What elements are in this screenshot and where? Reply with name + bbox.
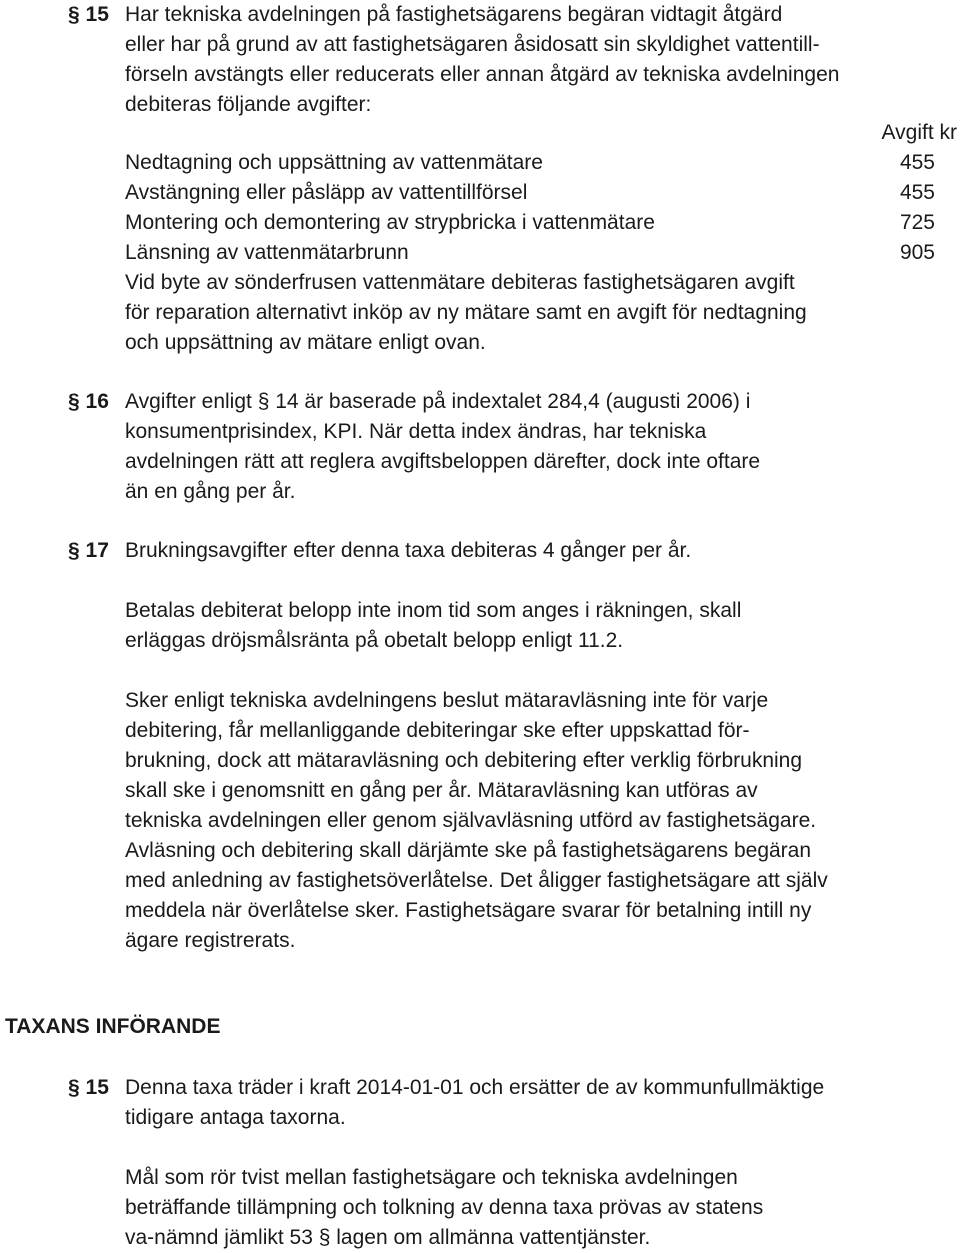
text-line: med anledning av fastighetsöverlåtelse. Det åligger fastighetsägare att själv [125, 869, 828, 892]
text-line: skall ske i genomsnitt en gång per år. Mätaravläsning kan utföras av [125, 779, 758, 802]
section-symbol: § [68, 1076, 80, 1099]
fee-amount: 455 [899, 151, 935, 174]
section-symbol: § [68, 539, 80, 562]
section-marker-17 [68, 536, 109, 566]
fee-amount: 905 [899, 241, 935, 264]
text-line: än en gång per år. [125, 480, 296, 503]
text-line: Betalas debiterat belopp inte inom tid som anges i räkningen, skall [125, 599, 742, 622]
fee-description: Montering och demontering av strypbricka i vattenmätare [125, 211, 655, 234]
text-line: för reparation alternativt inköp av ny mätare samt en avgift för nedtagning [125, 301, 807, 324]
section-symbol: § [68, 390, 80, 413]
text-line: ägare registrerats. [125, 929, 296, 952]
fee-row [125, 208, 935, 238]
text-line: beträffande tillämpning och tolkning av denna taxa prövas av statens [125, 1196, 764, 1219]
section-15-intro-text [125, 1073, 945, 1133]
fee-row [125, 178, 935, 208]
text-line: Denna taxa träder i kraft 2014-01-01 och ersätter de av kommunfullmäktige [125, 1076, 825, 1099]
text-line: eller har på grund av att fastighetsägaren åsidosatt sin skyldighet vattentill- [125, 33, 820, 56]
fee-amount: 725 [899, 211, 935, 234]
section-marker-16 [68, 387, 109, 417]
text-line: tekniska avdelningen eller genom självavläsning utförd av fastighetsägare. [125, 809, 817, 832]
section-17-text [125, 536, 945, 566]
fee-note [125, 268, 945, 358]
fee-table-header-row [125, 118, 957, 148]
text-line: tidigare antaga taxorna. [125, 1106, 346, 1129]
text-line: erläggas dröjsmålsränta på obetalt belopp enligt 11.2. [125, 629, 624, 652]
fee-amount: 455 [899, 181, 935, 204]
section-17-para-3 [125, 686, 945, 956]
text-line: Sker enligt tekniska avdelningens beslut mätaravläsning inte för varje [125, 689, 769, 712]
section-marker-15-intro [68, 1073, 109, 1103]
text-line: Har tekniska avdelningen på fastighetsägarens begäran vidtagit åtgärd [125, 3, 783, 26]
text-line: va-nämnd jämlikt 53 § lagen om allmänna vattentjänster. [125, 1226, 651, 1249]
section-16-text [125, 387, 945, 507]
section-number: 17 [85, 539, 109, 562]
text-line [125, 387, 945, 417]
text-line: meddela när överlåtelse sker. Fastighetsägare svarar för betalning intill ny [125, 899, 812, 922]
fee-description: Nedtagning och uppsättning av vattenmätare [125, 151, 543, 174]
fee-table [125, 118, 957, 268]
section-heading: TAXANS INFÖRANDE [5, 1015, 221, 1038]
text-line: Avläsning och debitering skall därjämte ske på fastighetsägarens begäran [125, 839, 812, 862]
section-15-intro-para-2 [125, 1163, 945, 1253]
section-number: 15 [85, 1076, 109, 1099]
text-line: brukning, dock att mätaravläsning och debitering efter verklig förbrukning [125, 749, 803, 772]
text-fragment: Avgifter enligt [125, 390, 252, 413]
section-17-para-2 [125, 596, 945, 656]
text-line: Brukningsavgifter efter denna taxa debiteras 4 gånger per år. [125, 539, 692, 562]
section-15-text [125, 0, 945, 120]
fee-column-header: Avgift kr [881, 121, 957, 144]
text-line: förseln avstängts eller reducerats eller annan åtgärd av tekniska avdelningen [125, 63, 840, 86]
section-number: 16 [85, 390, 109, 413]
text-line: debitering, får mellanliggande debiteringar ske efter uppskattad för- [125, 719, 750, 742]
section-symbol: § [68, 3, 80, 26]
fee-row [125, 238, 935, 268]
section-symbol: § [257, 390, 270, 413]
text-line: debiteras följande avgifter: [125, 93, 372, 116]
text-line: konsumentprisindex, KPI. När detta index ändras, har tekniska [125, 420, 707, 443]
section-number: 15 [85, 3, 109, 26]
text-fragment: 14 är baserade på indextalet 284,4 (augusti 2006) i [275, 390, 751, 413]
fee-row [125, 148, 935, 178]
fee-description: Länsning av vattenmätarbrunn [125, 241, 409, 264]
fee-description: Avstängning eller påsläpp av vattentillförsel [125, 181, 528, 204]
text-line: Mål som rör tvist mellan fastighetsägare och tekniska avdelningen [125, 1166, 738, 1189]
text-line: avdelningen rätt att reglera avgiftsbeloppen därefter, dock inte oftare [125, 450, 761, 473]
text-line: och uppsättning av mätare enligt ovan. [125, 331, 486, 354]
text-line: Vid byte av sönderfrusen vattenmätare debiteras fastighetsägaren avgift [125, 271, 795, 294]
section-marker-15 [68, 0, 109, 30]
